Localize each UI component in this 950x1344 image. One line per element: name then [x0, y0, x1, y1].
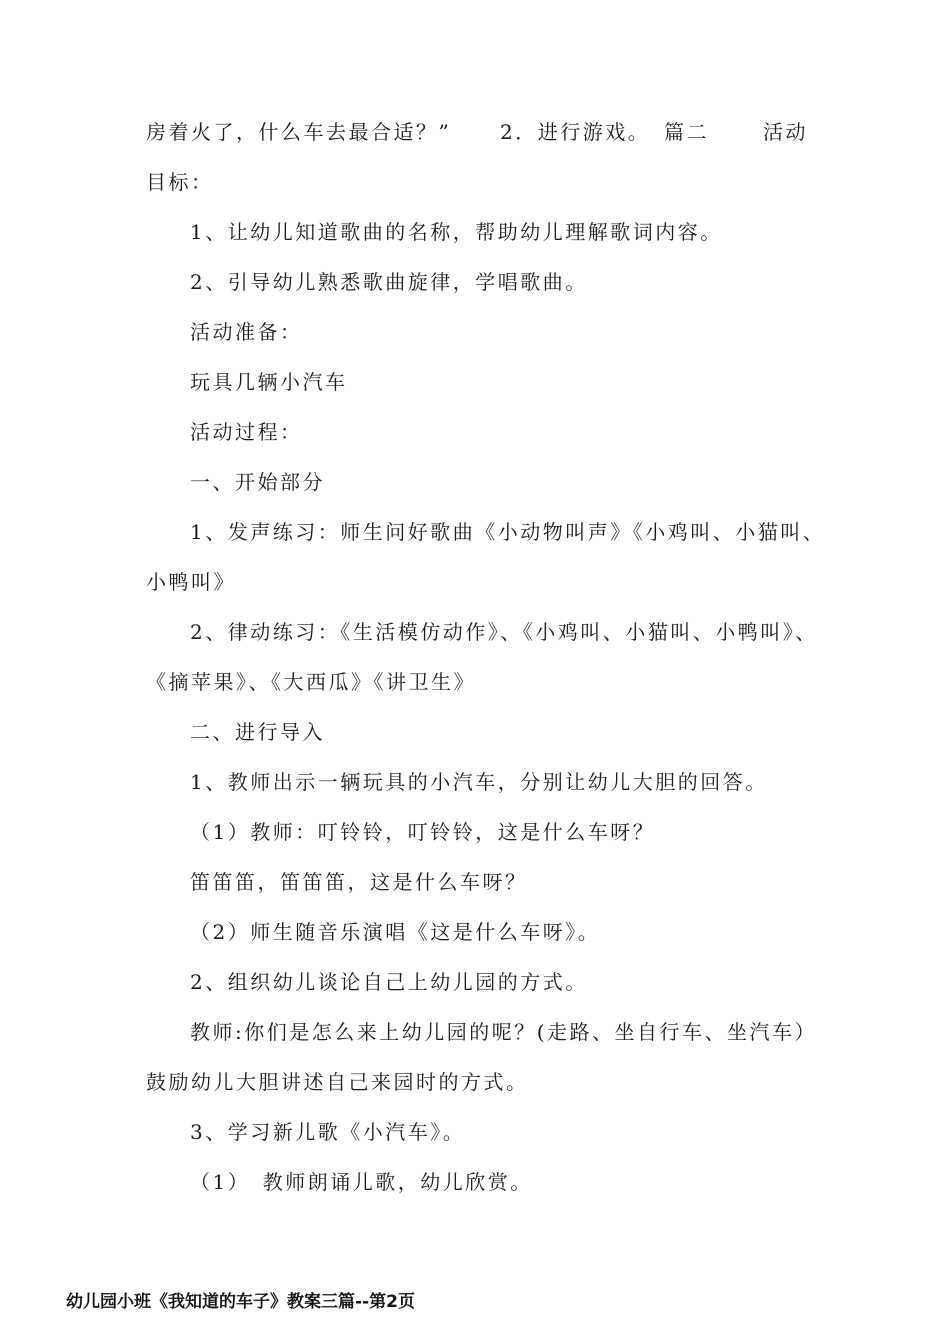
paragraph-text: （1）教师：叮铃铃，叮铃铃，这是什么车呀？: [190, 820, 656, 844]
paragraph-text: 小鸭叫》: [146, 570, 236, 594]
paragraph-text: （2）师生随音乐演唱《这是什么车呀》。: [190, 920, 601, 944]
paragraph-text: 1、让幼儿知道歌曲的名称，帮助幼儿理解歌词内容。: [190, 220, 723, 244]
paragraph-text: 1、发声练习：师生问好歌曲《小动物叫声》《小鸡叫、小猫叫、: [190, 520, 826, 544]
paragraph-text: 3、学习新儿歌《小汽车》。: [190, 1120, 466, 1144]
heading-text: 二、进行导入: [190, 720, 325, 744]
paragraph-text: （1） 教师朗诵儿歌，幼儿欣赏。: [190, 1170, 533, 1194]
text-fragment: 活动: [763, 120, 808, 144]
paragraph-text: 2、组织幼儿谈论自己上幼儿园的方式。: [190, 970, 588, 994]
paragraph-text: 鼓励幼儿大胆讲述自己来园时的方式。: [146, 1070, 529, 1094]
page-footer: 幼儿园小班《我知道的车子》教案三篇--第2页: [66, 1292, 415, 1312]
text-fragment: 篇二: [664, 120, 709, 144]
heading-text: 活动过程：: [190, 420, 303, 444]
paragraph-text: 玩具几辆小汽车: [190, 370, 348, 394]
paragraph-text: 笛笛笛，笛笛笛，这是什么车呀？: [190, 870, 528, 894]
heading-text: 一、开始部分: [190, 470, 325, 494]
text-fragment: 房着火了，什么车去最合适？”: [146, 120, 452, 144]
text-fragment: 2．进行游戏。: [500, 120, 651, 144]
paragraph-text: 教师:你们是怎么来上幼儿园的呢？(走路、坐自行车、坐汽车）: [190, 1020, 818, 1044]
text-fragment: 目标：: [146, 170, 214, 194]
paragraph-text: 2、律动练习：《生活模仿动作》、《小鸡叫、小猫叫、小鸭叫》、: [190, 620, 818, 644]
paragraph-text: 2、引导幼儿熟悉歌曲旋律，学唱歌曲。: [190, 270, 588, 294]
paragraph-text: 1、教师出示一辆玩具的小汽车，分别让幼儿大胆的回答。: [190, 770, 768, 794]
heading-text: 活动准备：: [190, 320, 303, 344]
paragraph-text: 《摘苹果》、《大西瓜》《讲卫生》: [146, 670, 476, 694]
